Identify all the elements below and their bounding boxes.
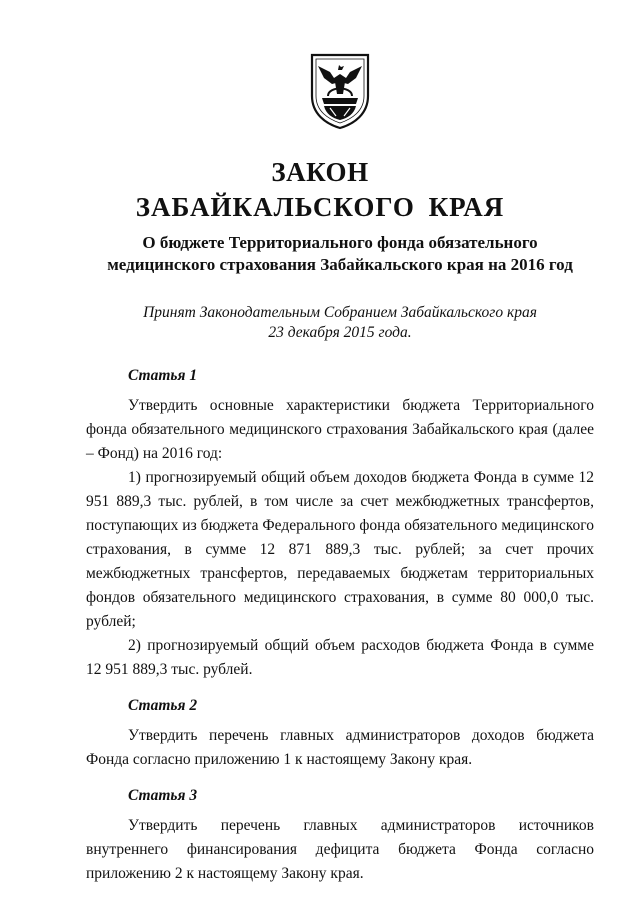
document-title: ЗАКОН <box>271 157 369 187</box>
article-paragraph: Утвердить перечень главных администраторов источников внутреннего финансирования дефицита бюджета Фонда согласно приложению 2 к настоящему Закону края. <box>86 817 594 882</box>
law-body <box>86 364 594 886</box>
article-paragraph: Утвердить основные характеристики бюджета Территориального фонда обязательного медицинского страхования Забайкальского края (далее – Фонд) на 2016 год: <box>86 397 594 462</box>
law-subject <box>60 232 620 276</box>
law-subject-line: медицинского страхования Забайкальского края на 2016 год <box>107 255 573 274</box>
article-paragraph: 1) прогнозируемый общий объем доходов бюджета Фонда в сумме 12 951 889,3 тыс. рублей, в том числе за счет межбюджетных трансфертов, поступающих из бюджета Федерального фонда обязательного медицинского страхования, в сумме 12 871 889,3 тыс. рублей; за счет прочих межбюджетных трансфертов, передаваемых бюджетам территориальных фондов обязательного медицинского страхования, в сумме 80 000,0 тыс. рублей; <box>86 469 594 630</box>
article-heading: Статья 2 <box>128 697 198 714</box>
document-title-region: ЗАБАЙКАЛЬСКОГО КРАЯ <box>135 192 505 222</box>
law-subject-line: О бюджете Территориального фонда обязательного <box>142 233 538 252</box>
coat-of-arms-icon <box>308 52 372 130</box>
adoption-note <box>60 303 620 343</box>
article-paragraph: Утвердить перечень главных администраторов доходов бюджета Фонда согласно приложению 1 к настоящему Закону края. <box>86 727 594 768</box>
article-paragraph: 2) прогнозируемый общий объем расходов бюджета Фонда в сумме 12 951 889,3 тыс. рублей. <box>86 637 594 678</box>
adoption-date: 23 декабря 2015 года. <box>268 324 412 341</box>
article-heading: Статья 3 <box>128 787 198 804</box>
article-heading: Статья 1 <box>128 367 198 384</box>
adoption-note-line: Принят Законодательным Собранием Забайкальского края <box>143 304 537 321</box>
